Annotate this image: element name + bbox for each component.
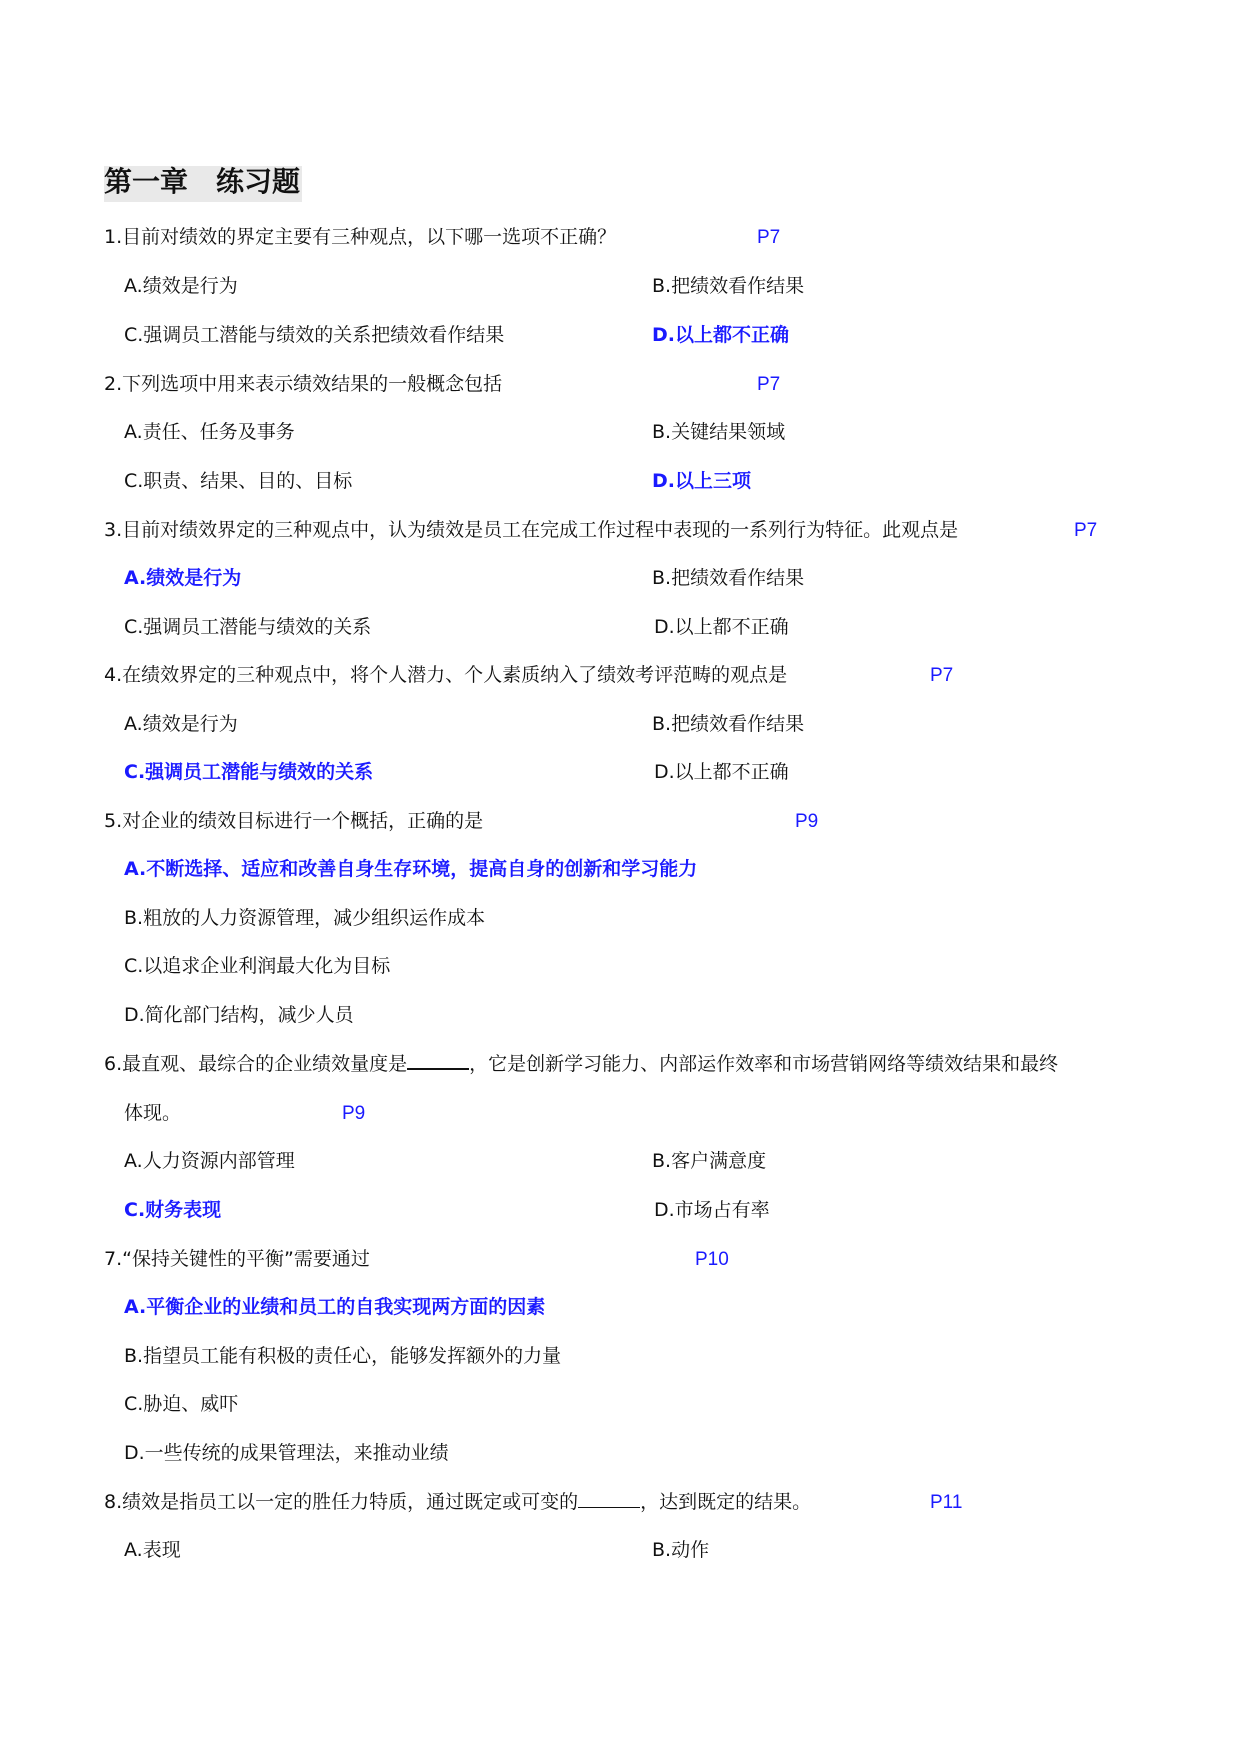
question-7-option-c: C.胁迫、威吓	[124, 1393, 239, 1415]
question-6-option-d: D.市场占有率	[654, 1199, 770, 1221]
question-6-stem-end: ，它是创新学习能力、内部运作效率和市场营销网络等绩效结果和最终	[469, 1053, 1059, 1075]
question-3-option-d: D.以上都不正确	[654, 616, 789, 638]
chapter-title: 第一章 练习题	[104, 166, 302, 202]
question-5-page-ref: P9	[795, 811, 819, 832]
question-6-stem-start: 6.最直观、最综合的企业绩效量度是	[104, 1053, 408, 1075]
question-2-option-b: B.关键结果领域	[652, 421, 786, 443]
question-4-option-d: D.以上都不正确	[654, 761, 789, 783]
question-6-option-b: B.客户满意度	[652, 1150, 767, 1172]
question-7-option-b: B.指望员工能有积极的责任心，能够发挥额外的力量	[124, 1345, 562, 1367]
question-6-option-a: A.人力资源内部管理	[124, 1150, 295, 1172]
question-3-stem: 3.目前对绩效界定的三种观点中，认为绩效是员工在完成工作过程中表现的一系列行为特征。此观点是	[104, 519, 959, 541]
question-7-stem: 7.“保持关键性的平衡”需要通过	[104, 1248, 370, 1270]
question-8-page-ref: P11	[930, 1492, 963, 1513]
question-5-option-b: B.粗放的人力资源管理，减少组织运作成本	[124, 907, 486, 929]
question-6-stem-line2: 体现。	[124, 1102, 182, 1124]
question-2-option-a: A.责任、任务及事务	[124, 421, 295, 443]
question-3-option-b: B.把绩效看作结果	[652, 567, 805, 589]
question-6-option-c-answer: C.财务表现	[124, 1199, 222, 1221]
question-3-option-a-answer: A.绩效是行为	[124, 567, 242, 589]
question-7-option-d: D.一些传统的成果管理法，来推动业绩	[124, 1442, 449, 1464]
answer-blank	[578, 1506, 640, 1508]
question-8-option-b: B.动作	[652, 1539, 710, 1561]
question-1-page-ref: P7	[757, 227, 781, 248]
question-1-option-a: A.绩效是行为	[124, 275, 238, 297]
question-4-option-b: B.把绩效看作结果	[652, 713, 805, 735]
question-7-option-a-answer: A.平衡企业的业绩和员工的自我实现两方面的因素	[124, 1296, 546, 1318]
question-4-stem: 4.在绩效界定的三种观点中，将个人潜力、个人素质纳入了绩效考评范畴的观点是	[104, 664, 788, 686]
question-8-stem-start: 8.绩效是指员工以一定的胜任力特质，通过既定或可变的	[104, 1491, 579, 1513]
question-3-page-ref: P7	[1074, 520, 1098, 541]
question-2-option-c: C.职责、结果、目的、目标	[124, 470, 353, 492]
question-1-stem: 1.目前对绩效的界定主要有三种观点，以下哪一选项不正确？	[104, 226, 617, 248]
answer-blank	[407, 1067, 469, 1070]
question-6-page-ref: P9	[342, 1103, 366, 1124]
question-5-option-c: C.以追求企业利润最大化为目标	[124, 955, 391, 977]
question-5-option-a-answer: A.不断选择、适应和改善自身生存环境，提高自身的创新和学习能力	[124, 858, 698, 880]
question-8-stem	[104, 1493, 811, 1512]
question-1-option-b: B.把绩效看作结果	[652, 275, 805, 297]
question-2-option-d-answer: D.以上三项	[652, 470, 751, 492]
question-7-page-ref: P10	[695, 1249, 729, 1270]
question-2-stem: 2.下列选项中用来表示绩效结果的一般概念包括	[104, 373, 503, 395]
question-1-option-c: C.强调员工潜能与绩效的关系把绩效看作结果	[124, 324, 505, 346]
question-3-option-c: C.强调员工潜能与绩效的关系	[124, 616, 372, 638]
question-5-option-d: D.简化部门结构，减少人员	[124, 1004, 354, 1026]
question-5-stem: 5.对企业的绩效目标进行一个概括，正确的是	[104, 810, 484, 832]
question-4-option-c-answer: C.强调员工潜能与绩效的关系	[124, 761, 374, 783]
question-8-option-a: A.表现	[124, 1539, 181, 1561]
question-8-stem-end: ，达到既定的结果。	[640, 1491, 812, 1513]
question-1-option-d-answer: D.以上都不正确	[652, 324, 789, 346]
question-2-page-ref: P7	[757, 374, 781, 395]
question-4-page-ref: P7	[930, 665, 954, 686]
question-6-stem	[104, 1055, 1058, 1074]
question-4-option-a: A.绩效是行为	[124, 713, 238, 735]
